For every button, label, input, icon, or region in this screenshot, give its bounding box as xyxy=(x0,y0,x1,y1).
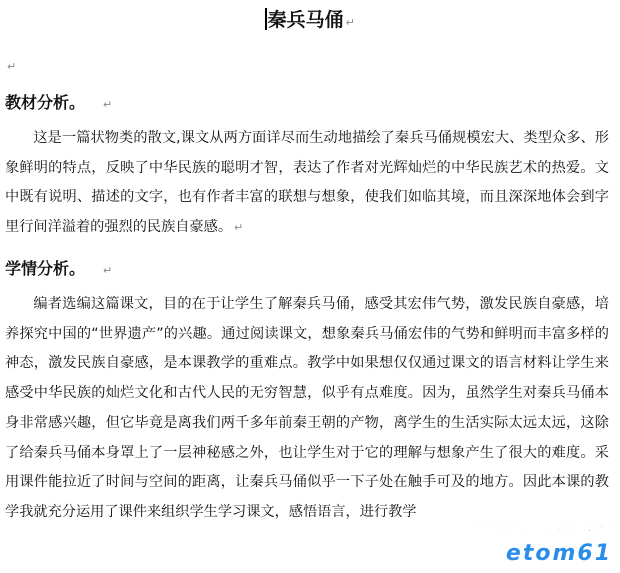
watermark-logo-text: etom61 xyxy=(505,541,612,566)
paragraph-mark-icon: ↵ xyxy=(103,264,113,277)
section-body-textbook-analysis[interactable] xyxy=(5,124,609,243)
section-body-student-analysis[interactable] xyxy=(5,290,609,528)
paragraph-mark-icon: ↵ xyxy=(103,98,113,111)
section-heading-textbook-analysis[interactable] xyxy=(5,91,112,117)
text-cursor xyxy=(265,8,267,30)
body-text: 编者选编这篇课文，目的在于让学生了解秦兵马俑，感受其宏伟气势，激发民族自豪感，培养探究中国的“世界遗产”的兴趣。通过阅读课文，想象秦兵马俑宏伟的气势和鲜明而丰富多样的神态，激发民族自豪感，是本课教学的重难点。教学中如果想仅仅通过课文的语言材料让学生来感受中华民族的灿烂文化和古代人民的无穷智慧，似乎有点难度。因为，虽然学生对秦兵马俑本身非常感兴趣，但它毕竟是离我们两千多年前秦王朝的产物，离学生的生活实际太远太远，这除了给秦兵马俑本身罩上了一层神秘感之外，也让学生对于它的理解与想象产生了很大的难度。采用课件能拉近了时间与空间的距离，让秦兵马俑似乎一下子处在触手可及的地方。因此本课的教学我就充分运用了课件来组织学生学习课文，感悟语言，进行教学 xyxy=(5,296,609,520)
section-heading-text: 学情分析。 xyxy=(5,259,86,278)
site-watermark xyxy=(378,513,618,573)
section-heading-text: 教材分析。 xyxy=(5,93,86,112)
document-title[interactable]: 秦兵马俑 xyxy=(267,9,344,31)
body-text: 这是一篇状物类的散文,课文从两方面详尽而生动地描绘了秦兵马俑规模宏大、类型众多、形象鲜明的特点，反映了中华民族的聪明才智，表达了作者对光辉灿烂的中华民族艺术的热爱。文中既有说明、描述的文字，也有作者丰富的联想与想象，使我们如临其境，而且深深地体会到字里行间洋溢着的强烈的民族自豪感。 xyxy=(5,130,609,236)
paragraph-mark-icon: ↵ xyxy=(345,16,355,29)
paragraph-mark-icon: ↵ xyxy=(234,221,244,235)
document-title-line xyxy=(0,6,620,37)
watermark-logo xyxy=(506,541,612,566)
paragraph-mark-icon: ↵ xyxy=(7,60,17,73)
empty-paragraph[interactable] xyxy=(5,55,16,74)
watermark-site-name: 儿童资源网小学课件 xyxy=(452,520,614,540)
section-heading-student-analysis[interactable] xyxy=(5,257,112,283)
